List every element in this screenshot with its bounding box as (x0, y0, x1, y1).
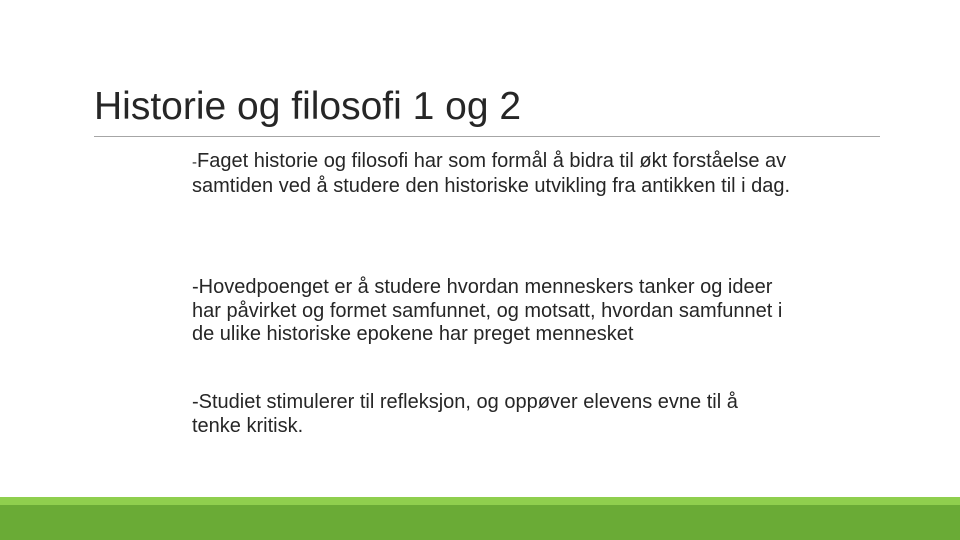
paragraph-1 (192, 150, 792, 198)
footer-bar (0, 505, 960, 540)
title-divider (94, 136, 880, 137)
paragraph-1-text: Faget historie og filosofi har som formål å bidra til økt forståelse av samtiden ved å studere den historiske utvikling fra antikken til i dag. (192, 150, 791, 197)
paragraph-2 (192, 276, 792, 347)
paragraph-3 (192, 391, 792, 438)
paragraph-2-text: -Hovedpoenget er å studere hvordan menneskers tanker og ideer har påvirket og formet samfunnet, og motsatt, hvordan samfunnet i de ulike historiske epokene har preget mennesket (192, 276, 783, 345)
paragraph-3-text: -Studiet stimulerer til refleksjon, og oppøver elevens evne til å tenke kritisk. (192, 391, 738, 437)
footer-accent-stripe (0, 497, 960, 505)
paragraph-1-lead: - (192, 154, 197, 171)
slide-title: Historie og filosofi 1 og 2 (94, 85, 522, 128)
